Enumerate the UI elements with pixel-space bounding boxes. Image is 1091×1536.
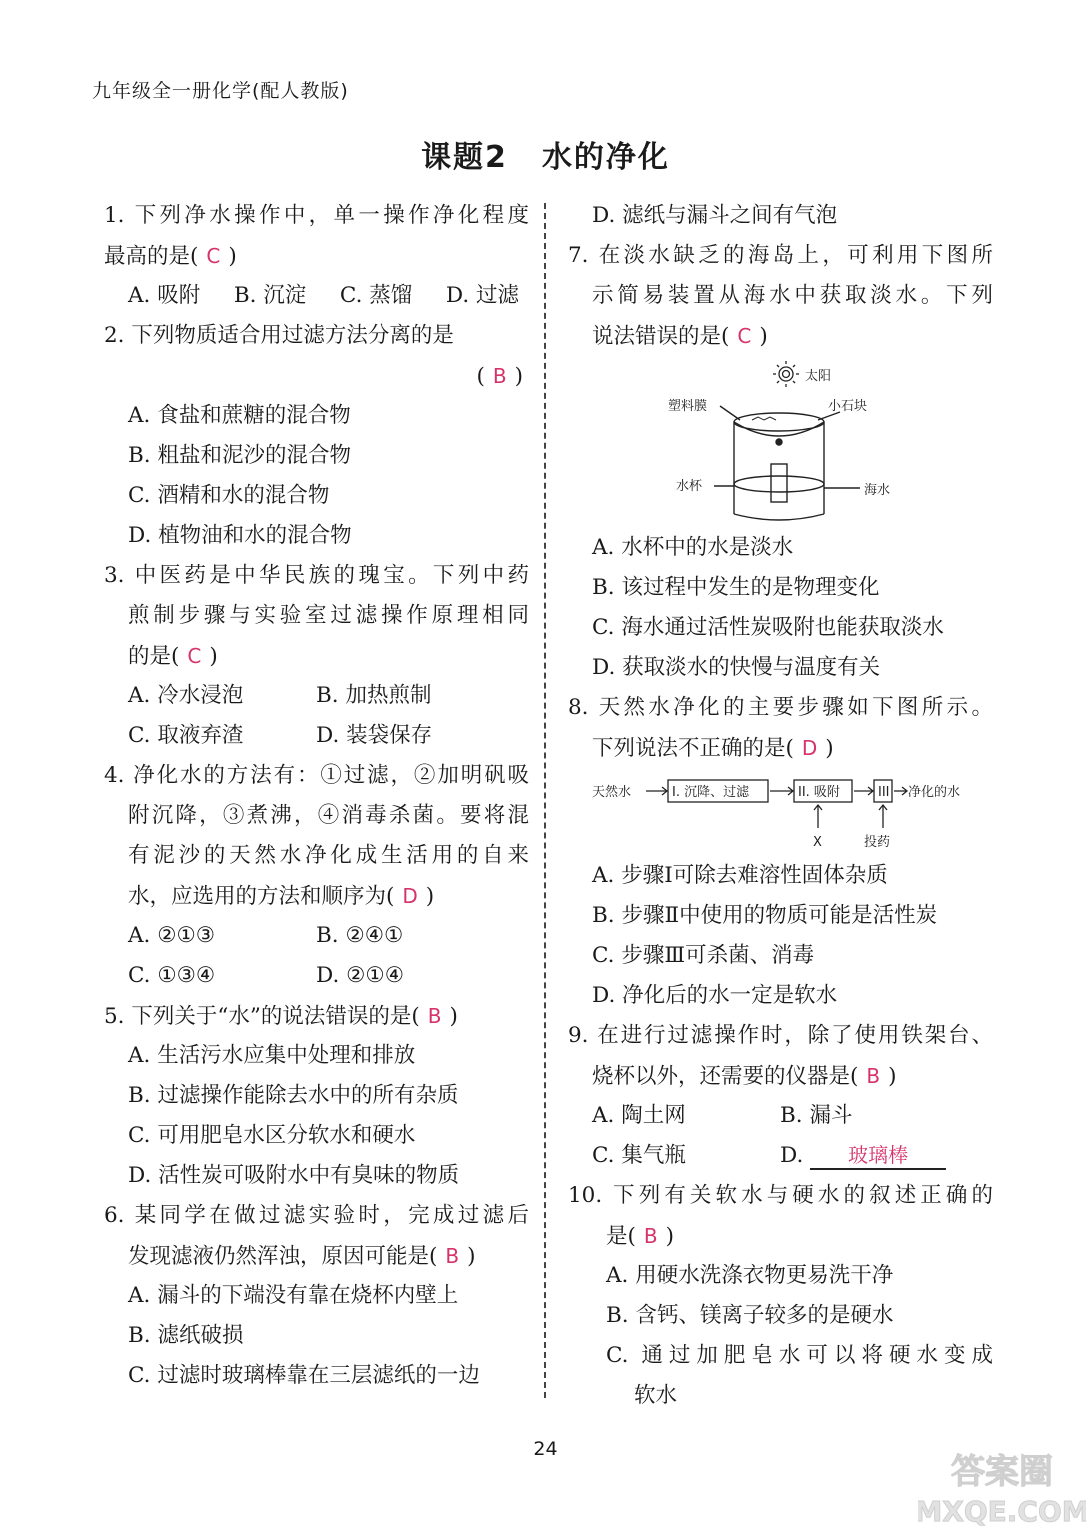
purification-flow	[568, 770, 993, 858]
q3-stem-3: 的是( C )	[128, 644, 218, 669]
watermark-top: 答案圈	[951, 1452, 1053, 1492]
q10-option-c: C. 通过加肥皂水可以将硬水变成	[606, 1343, 993, 1368]
q7-option-a: A. 水杯中的水是淡水	[592, 535, 794, 560]
q2-answer-line: ( B )	[476, 364, 523, 389]
q4-stem-3: 有泥沙的天然水净化成生活用的自来	[128, 843, 529, 868]
lesson-number: 课题2	[421, 140, 508, 175]
q9-options-ab	[568, 1098, 993, 1138]
q5-option-a: A. 生活污水应集中处理和排放	[128, 1043, 416, 1068]
q9-option-d: D. 玻璃棒	[780, 1138, 946, 1178]
q4-options-ab	[104, 918, 529, 958]
q5-option-c: C. 可用肥皂水区分软水和硬水	[128, 1123, 416, 1148]
q8-option-d: D. 净化后的水一定是软水	[592, 983, 838, 1008]
q2-stem: 2. 下列物质适合用过滤方法分离的是	[104, 323, 454, 348]
label-sun: 太阳	[805, 369, 832, 384]
q1-option-b: B. 沉淀	[233, 283, 307, 308]
q7-option-c: C. 海水通过活性炭吸附也能获取淡水	[592, 615, 944, 640]
q5-answer: B	[427, 1004, 442, 1028]
q2-option-a: A. 食盐和蔗糖的混合物	[128, 403, 351, 428]
q9-d-answer: 玻璃棒	[810, 1142, 946, 1170]
q4-answer: D	[402, 884, 418, 908]
q8-option-a: A. 步骤Ⅰ可除去难溶性固体杂质	[592, 863, 888, 888]
sun-icon	[773, 361, 799, 387]
lesson-name: 水的净化	[541, 140, 670, 175]
label-stone: 小石块	[828, 399, 868, 414]
watermark	[918, 1445, 1086, 1533]
q9-options-cd	[568, 1138, 993, 1178]
q10-option-c-cont: 软水	[634, 1383, 678, 1408]
q6-option-c: C. 过滤时玻璃棒靠在三层滤纸的一边	[128, 1363, 480, 1388]
purification-flow-diagram	[568, 770, 993, 858]
right-column	[568, 198, 993, 1418]
q3-option-b: B. 加热煎制	[316, 683, 432, 708]
q1-stem-2: 最高的是( C )	[104, 244, 237, 269]
q8-option-c: C. 步骤Ⅲ可杀菌、消毒	[592, 943, 815, 968]
q7-option-b: B. 该过程中发生的是物理变化	[592, 575, 880, 600]
lesson-title	[0, 132, 1091, 176]
q2-option-d: D. 植物油和水的混合物	[128, 523, 352, 548]
q9-stem: 9. 在进行过滤操作时，除了使用铁架台、	[568, 1023, 993, 1048]
q7-stem: 7. 在淡水缺乏的海岛上，可利用下图所	[568, 243, 993, 268]
column-divider	[544, 203, 546, 1398]
q4-stem: 4. 净化水的方法有：①过滤，②加明矾吸	[104, 763, 529, 788]
flow-start: 天然水	[592, 785, 632, 800]
q3-answer: C	[187, 644, 202, 668]
q10-answer: B	[643, 1224, 658, 1248]
q8-answer: D	[801, 736, 818, 760]
q1-stem: 1. 下列净水操作中，单一操作净化程度	[104, 203, 529, 228]
q1-answer: C	[206, 244, 221, 268]
q1-option-c: C. 蒸馏	[339, 283, 413, 308]
flow-end: 净化的水	[908, 785, 961, 800]
q3-stem-2: 煎制步骤与实验室过滤操作原理相同	[128, 603, 529, 628]
q6-option-b: B. 滤纸破损	[128, 1323, 244, 1348]
q1-options	[104, 278, 529, 318]
q4-option-d: D. ②①④	[316, 963, 404, 988]
q7-stem-2: 示简易装置从海水中获取淡水。下列	[592, 283, 993, 308]
q9-option-a: A. 陶土网	[592, 1103, 686, 1128]
label-cup: 水杯	[676, 479, 703, 494]
q4-option-c: C. ①③④	[128, 963, 216, 988]
q4-option-b: B. ②④①	[316, 923, 404, 948]
flow-step-3: III	[878, 785, 890, 800]
q6-stem-2: 发现滤液仍然浑浊，原因可能是( B )	[128, 1244, 476, 1269]
q4-options-cd	[104, 958, 529, 998]
container-icon	[714, 406, 860, 520]
q9-answer: B	[866, 1064, 881, 1088]
q5-stem: 5. 下列关于“水”的说法错误的是( B )	[104, 1004, 458, 1029]
flow-x: X	[813, 835, 822, 850]
q6-option-a: A. 漏斗的下端没有靠在烧杯内壁上	[128, 1283, 459, 1308]
q4-stem-4: 水，应选用的方法和顺序为( D )	[128, 884, 435, 909]
page-number: 24	[533, 1438, 558, 1460]
q2-option-b: B. 粗盐和泥沙的混合物	[128, 443, 351, 468]
q9-stem-2: 烧杯以外，还需要的仪器是( B )	[592, 1064, 897, 1089]
desalination-figure	[668, 358, 993, 530]
q8-option-b: B. 步骤Ⅱ中使用的物质可能是活性炭	[592, 903, 938, 928]
q10-option-a: A. 用硬水洗涤衣物更易洗干净	[606, 1263, 894, 1288]
q1-option-a: A. 吸附	[128, 283, 201, 308]
q1-option-d: D. 过滤	[445, 283, 519, 308]
flow-step-2: II. 吸附	[798, 785, 840, 800]
q9-option-b: B. 漏斗	[780, 1103, 853, 1128]
q6-option-d: D. 滤纸与漏斗之间有气泡	[592, 203, 838, 228]
q3-option-a: A. 冷水浸泡	[128, 683, 244, 708]
q6-answer: B	[445, 1244, 460, 1268]
q2-option-c: C. 酒精和水的混合物	[128, 483, 330, 508]
q6-stem: 6. 某同学在做过滤实验时，完成过滤后	[104, 1203, 529, 1228]
left-column	[104, 198, 529, 1398]
q10-stem-2: 是( B )	[606, 1224, 675, 1249]
desalination-diagram	[668, 358, 968, 530]
q8-stem: 8. 天然水净化的主要步骤如下图所示。	[568, 695, 993, 720]
q5-option-d: D. 活性炭可吸附水中有臭味的物质	[128, 1163, 460, 1188]
q5-option-b: B. 过滤操作能除去水中的所有杂质	[128, 1083, 459, 1108]
q7-stem-3: 说法错误的是( C )	[592, 324, 768, 349]
q3-option-c: C. 取液弃渣	[128, 723, 244, 748]
label-sea: 海水	[864, 483, 891, 498]
q4-option-a: A. ②①③	[128, 923, 216, 948]
flow-step-1: I. 沉降、过滤	[672, 785, 750, 800]
watermark-logo	[918, 1445, 1086, 1529]
q3-options-cd	[104, 718, 529, 758]
book-header: 九年级全一册化学(配人教版)	[92, 80, 349, 102]
q3-option-d: D. 装袋保存	[316, 723, 433, 748]
q9-option-c: C. 集气瓶	[592, 1143, 686, 1168]
q7-answer: C	[737, 324, 752, 348]
q3-options-ab	[104, 678, 529, 718]
watermark-bottom: MXQE.COM	[918, 1495, 1086, 1528]
flow-drug: 投药	[864, 835, 891, 850]
q4-stem-2: 附沉降，③煮沸，④消毒杀菌。要将混	[128, 803, 529, 828]
label-film: 塑料膜	[668, 399, 708, 414]
q2-answer: B	[492, 364, 507, 388]
q8-stem-2: 下列说法不正确的是( D )	[592, 736, 834, 761]
q10-stem: 10. 下列有关软水与硬水的叙述正确的	[568, 1183, 993, 1208]
q10-option-b: B. 含钙、镁离子较多的是硬水	[606, 1303, 894, 1328]
q3-stem: 3. 中医药是中华民族的瑰宝。下列中药	[104, 563, 529, 588]
q7-option-d: D. 获取淡水的快慢与温度有关	[592, 655, 881, 680]
